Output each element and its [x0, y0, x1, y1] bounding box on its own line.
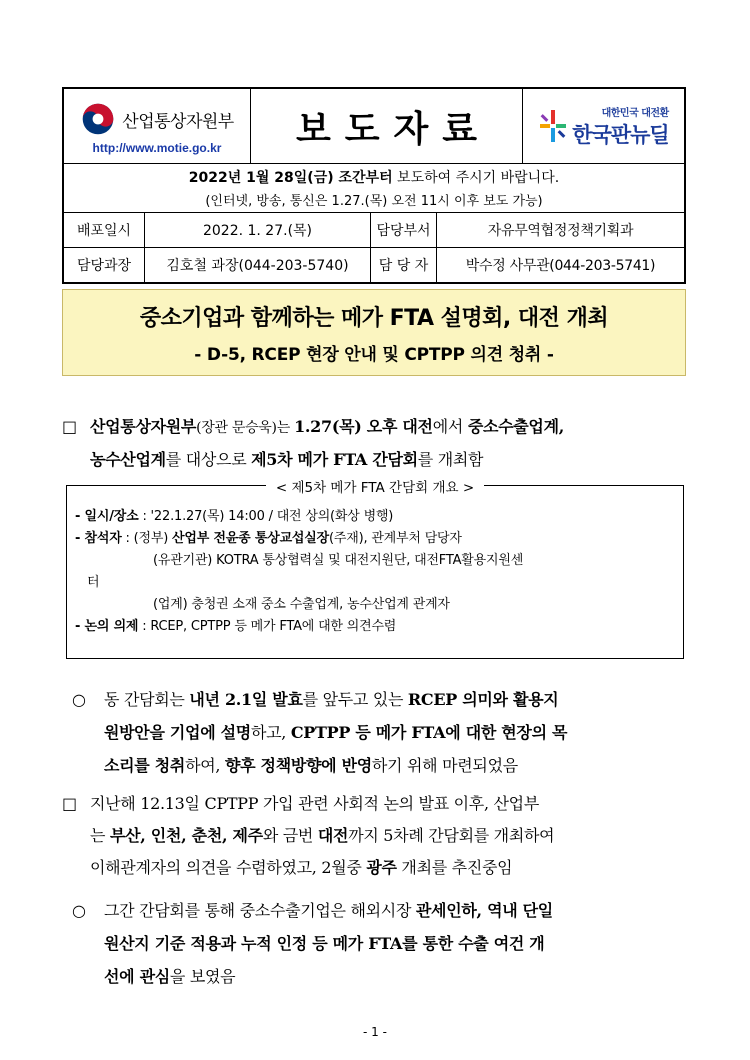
ministry-name: 산업통상자원부	[122, 111, 234, 132]
embargo-notice	[64, 164, 684, 212]
p2-line3: 소리를 청취하여, 향후 정책방향에 반영하기 위해 마련되었음	[104, 756, 518, 775]
p1-target2: 농수산업계	[90, 450, 166, 469]
p1-target1: 중소수출업계,	[467, 417, 565, 436]
p1-text2: 에서	[432, 417, 468, 436]
page-number: - 1 -	[363, 1025, 387, 1039]
press-release-header	[62, 87, 686, 284]
paragraph-4: ○ 그간 간담회를 통해 중소수출기업은 해외시장 관세인하, 역내 단일 원산지 기준 적용과 누적 인정 등 메가 FTA를 통한 수출 여건 개 선에 관심을 보였음	[72, 894, 688, 993]
p1-event: 제5차 메가 FTA 간담회	[251, 450, 418, 469]
headline-title: 중소기업과 함께하는 메가 FTA 설명회, 대전 개최	[139, 305, 609, 331]
dist-date-label: 배포일시	[76, 223, 132, 239]
overview-agencies: (유관기관) KOTRA 통상협력실 및 대전지원단, 대전FTA활용지원센	[153, 553, 524, 568]
document-type-title: 보도자료	[250, 89, 522, 163]
p2-line2: 원방안을 기업에 설명하고, CPTPP 등 메가 FTA에 대한 현장의 목	[104, 723, 568, 742]
headline-subtitle: - D-5, RCEP 현장 안내 및 CPTPP 의견 청취 -	[194, 344, 554, 365]
embargo-line1-rest: 보도하여 주시기 바랍니다.	[392, 170, 560, 186]
ministry-url[interactable]: http://www.motie.go.kr	[92, 141, 222, 155]
p4-line3: 선에 관심을 보였음	[104, 967, 236, 986]
dept-value: 자유무역협정정책기획과	[436, 213, 684, 247]
overview-schedule: - 일시/장소 : '22.1.27(목) 14:00 / 대전 상의(화상 병행)	[75, 509, 394, 524]
p1-text3: 를 대상으로	[165, 450, 252, 469]
newdeal-text	[572, 104, 668, 149]
overview-title: < 제5차 메가 FTA 간담회 개요 >	[67, 476, 683, 496]
taeguk-emblem-icon	[80, 101, 116, 137]
overview-attendees: - 참석자 : (정부) 산업부 전윤종 통상교섭실장(주재), 관계부처 담당자	[75, 531, 462, 546]
ministry-logo	[80, 101, 233, 137]
p1-text4: 를 개최함	[417, 450, 484, 469]
overview-box	[66, 480, 684, 659]
embargo-date: 2022년 1월 28일(금) 조간부터	[188, 170, 393, 186]
paragraph-2: ○ 동 간담회는 내년 2.1일 발효를 앞두고 있는 RCEP 의미와 활용지 원방안을 기업에 설명하고, CPTPP 등 메가 FTA에 대한 현장의 목 소리를 청취하여, 향후 정책방향에 반영하기 위해 마련되었음	[72, 683, 688, 782]
overview-agenda: - 논의 의제 : RCEP, CPTPP 등 메가 FTA에 대한 의견수렴	[75, 619, 397, 634]
dist-date-value: 2022. 1. 27.(목)	[144, 213, 370, 247]
headline-box	[62, 289, 686, 376]
square-bullet-icon: □	[62, 794, 77, 813]
circle-bullet-icon: ○	[72, 901, 86, 920]
p1-ministry: 산업통상자원부	[90, 417, 197, 436]
distribution-row	[64, 212, 684, 247]
contact-row	[64, 247, 684, 282]
overview-body	[75, 506, 675, 638]
newdeal-logo-icon	[538, 106, 568, 146]
staff-label: 담 당 자	[370, 248, 436, 282]
newdeal-subtitle: 대한민국 대전환	[601, 107, 669, 119]
newdeal-logo-cell	[522, 89, 684, 163]
circle-bullet-icon: ○	[72, 690, 86, 709]
paragraph-1	[62, 411, 688, 476]
embargo-line1	[189, 167, 559, 187]
p3-line3: 이해관계자의 의견을 수렴하였고, 2월중 광주 개최를 추진중임	[90, 858, 513, 877]
p1-text1: (장관 문승욱)는	[196, 420, 295, 436]
p1-line2	[62, 444, 688, 476]
header-top-row	[64, 89, 684, 163]
manager-value: 김호철 과장(044-203-5740)	[144, 248, 370, 282]
paragraph-3: □ 지난해 12.13일 CPTPP 가입 관련 사회적 논의 발표 이후, 산업부 는 부산, 인천, 춘천, 제주와 금번 대전까지 5차례 간담회를 개최하여 이해관계자의 의견을 수렴하였고, 2월중 광주 개최를 추진중임	[62, 788, 688, 884]
overview-agencies-cont: 터	[87, 575, 100, 590]
p3-line2: 는 부산, 인천, 춘천, 제주와 금번 대전까지 5차례 간담회를 개최하여	[90, 826, 555, 845]
overview-industry: (업계) 충청권 소재 중소 수출업계, 농수산업계 관계자	[153, 597, 450, 612]
manager-label: 담당과장	[76, 258, 132, 274]
embargo-line2: (인터넷, 방송, 통신은 1.27.(목) 오전 11시 이후 보도 가능)	[205, 194, 543, 209]
newdeal-title: 한국판뉴딜	[572, 122, 669, 147]
square-bullet-icon: □	[62, 417, 77, 436]
dept-label: 담당부서	[370, 213, 436, 247]
p4-line2: 원산지 기준 적용과 누적 인정 등 메가 FTA를 통한 수출 여건 개	[104, 934, 545, 953]
embargo-row	[64, 163, 684, 212]
ministry-logo-cell	[64, 89, 250, 163]
p1-date-place: 1.27(목) 오후 대전	[294, 417, 433, 436]
staff-value: 박수정 사무관(044-203-5741)	[436, 248, 684, 282]
